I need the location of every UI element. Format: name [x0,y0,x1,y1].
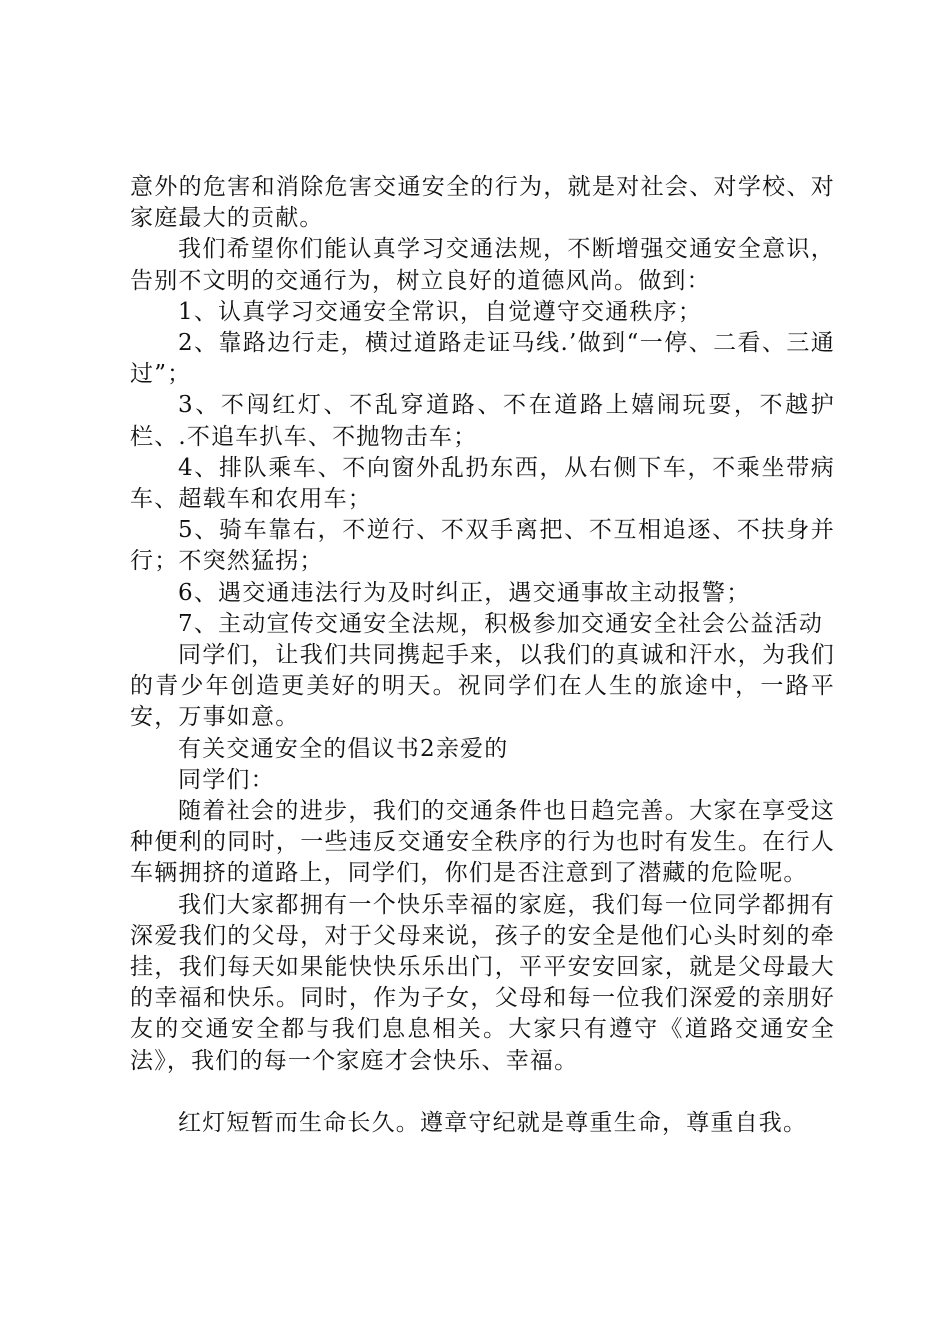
salutation: 同学们： [178,766,275,793]
paragraph-red-light: 红灯短暂而生命长久。遵章守纪就是尊重生命，尊重自我。 [178,1109,808,1136]
list-item-1: 1、认真学习交通安全常识，自觉遵守交通秩序； [178,298,703,325]
list-item-4: 4、排队乘车、不向窗外乱扔东西，从右侧下车，不乘坐带病车、超载车和农用车； [130,454,835,513]
list-item-6: 6、遇交通违法行为及时纠正，遇交通事故主动报警； [178,579,751,606]
paragraph-progress: 随着社会的进步，我们的交通条件也日趋完善。大家在享受这种便利的同时，一些违反交通安全秩序的行为也时有发生。在行人车辆拥挤的道路上，同学们，你们是否注意到了潜藏的危险呢。 [130,798,835,887]
paragraph-continuation: 意外的危害和消除危害交通安全的行为，就是对社会、对学校、对家庭最大的贡献。 [130,174,835,232]
list-item-5: 5、骑车靠右，不逆行、不双手离把、不互相追逐、不扶身并行；不突然猛拐； [130,517,835,575]
paragraph-hope: 我们希望你们能认真学习交通法规，不断增强交通安全意识，告别不文明的交通行为，树立良好的道德风尚。做到： [130,236,835,294]
document-body [130,172,835,1139]
list-item-7: 7、主动宣传交通安全法规，积极参加交通安全社会公益活动 [178,610,824,637]
paragraph-closing: 同学们，让我们共同携起手来，以我们的真诚和汗水，为我们的青少年创造更美好的明天。祝同学们在人生的旅途中，一路平安，万事如意。 [130,642,835,731]
list-item-3: 3、不闯红灯、不乱穿道路、不在道路上嬉闹玩耍，不越护栏、.不追车扒车、不抛物击车； [130,392,835,450]
list-item-2: 2、靠路边行走，横过道路走证马线.’做到“一停、二看、三通过”； [130,330,835,388]
section-heading: 有关交通安全的倡议书2亲爱的 [178,735,509,762]
paragraph-family: 我们大家都拥有一个快乐幸福的家庭，我们每一位同学都拥有深爱我们的父母，对于父母来说，孩子的安全是他们心头时刻的牵挂，我们每天如果能快快乐乐出门，平平安安回家，就是父母最大的幸福和快乐。同时，作为子女，父母和每一位我们深爱的亲朋好友的交通安全都与我们息息相关。大家只有遵守《道路交通安全法》，我们的每一个家庭才会快乐、幸福。 [130,891,835,1074]
